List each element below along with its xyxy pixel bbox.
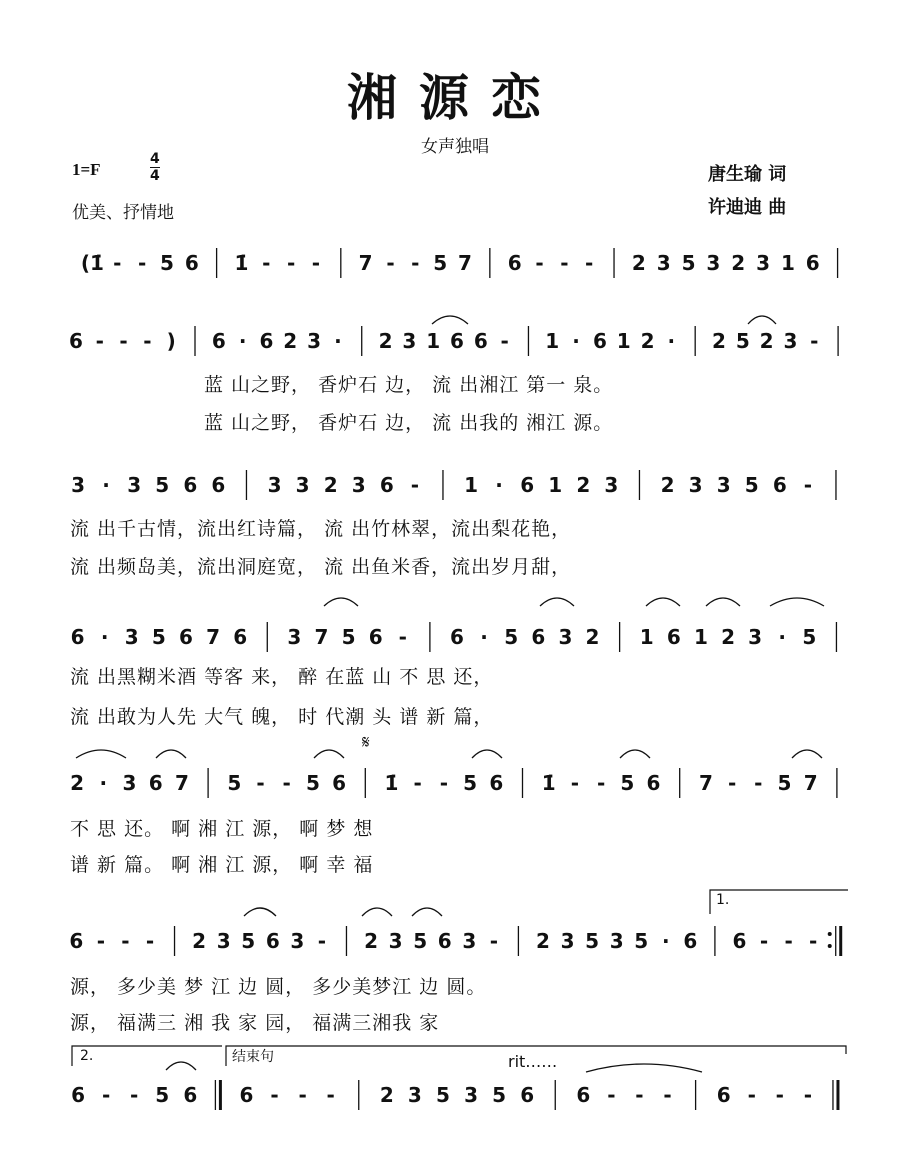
slur [76,750,126,758]
note: 5 [463,771,478,795]
note: 3 [464,1083,478,1107]
segno-sign: 𝄋 [362,732,370,753]
note: 6 [183,473,198,497]
note: 7 [458,251,472,275]
note: 5 [634,929,649,953]
note: - [607,1083,616,1107]
note: 3 [216,929,231,953]
note: · [334,329,342,353]
note: 5 [151,625,166,649]
note: 7 [358,251,373,275]
note: 6 [265,929,280,953]
note: 1̇ [234,251,249,275]
slur [472,750,502,758]
note: 5 [802,625,817,649]
slur [314,750,344,758]
note: 1 [548,473,563,497]
note: - [413,771,422,795]
note: 6 [179,625,193,649]
note: · [778,625,787,649]
note: 2 [721,625,735,649]
note: 7 [698,771,713,795]
note: 2 [576,473,591,497]
note: - [270,1083,279,1107]
slur [432,316,468,324]
slur [412,908,442,916]
notation-line-5 [0,746,910,816]
note: 5 [620,771,635,795]
note: 3 [604,473,619,497]
note: 5 [159,251,174,275]
note: - [747,1083,756,1107]
note: 3 [706,251,721,275]
note: 6 [507,251,522,275]
note: 7 [174,771,189,795]
note: 1 [780,251,795,275]
note: 1 [693,625,708,649]
note: 5 [777,771,792,795]
note: 2 [192,929,207,953]
note: · [102,473,110,497]
slur [646,598,680,606]
score-line-7 [0,1040,910,1160]
note: 6 [332,771,347,795]
slur [244,908,276,916]
song-subtitle: 女声独唱 [421,137,489,157]
note: 6 [68,329,83,353]
slur [362,908,392,916]
note: · [667,329,676,353]
note: - [803,473,813,497]
note: 6 [184,251,199,275]
note: 2 [660,473,675,497]
note: - [784,929,793,953]
note: 3 [560,929,575,953]
note: 2 [364,929,378,953]
note: · [572,329,580,353]
slur [324,598,358,606]
slur [770,598,824,606]
note: 5 [413,929,428,953]
note: - [113,251,122,275]
note: - [810,329,819,353]
tempo-marking: 优美、抒情地 [72,203,174,223]
note: 3 [558,625,573,649]
notation-line-7 [0,1040,910,1130]
note: 2 [378,329,393,353]
note: · [661,929,670,953]
note: - [411,251,420,275]
note: 5 [735,329,750,353]
note: 6 [772,473,787,497]
key-signature: 1=F [72,160,101,179]
note: 3 [756,251,771,275]
note: ) [166,329,176,353]
note: 5 [305,771,320,795]
song-title: 湘源恋 [347,69,563,127]
note: 3 [290,929,305,953]
lyric-verse2-line6: 源， 福满三 湘 我 家 园， 福满三湘我 家 [70,1012,440,1034]
score-line-6 [0,888,910,1034]
note: 6 [576,1083,591,1107]
note: 6 [732,929,747,953]
note: 6 [69,929,84,953]
note: 6 [646,771,661,795]
note: 3 [124,625,139,649]
slur [792,750,822,758]
note: 2 [536,929,550,953]
note: 6 [183,1083,198,1107]
note: 6 [71,1083,85,1107]
note: - [119,329,128,353]
note: - [560,251,569,275]
note: 5 [436,1083,450,1107]
note: · [238,329,247,353]
slur [156,750,186,758]
lyric-verse2-line3: 流 出频岛美，流出洞庭宽， 流 出鱼米香，流出岁月甜， [70,556,572,578]
note: 6 [473,329,488,353]
note: 6 [683,929,698,953]
volta-1-label: 1. [716,892,730,908]
note: 6 [666,625,681,649]
note: - [386,251,395,275]
note: 2 [640,329,655,353]
ritardando-mark: rit…… [508,1052,558,1071]
lyric-verse2-line2: 蓝 山之野， 香炉石 边， 流 出我的 湘江 源。 [204,412,614,434]
note: 3 [307,329,322,353]
note: 1̇ [541,771,556,795]
note: - [95,329,104,353]
note: 3 [71,473,85,497]
note: - [489,929,498,953]
note: - [101,1083,111,1107]
slur [540,598,574,606]
note: - [500,329,509,353]
note: 3 [609,929,624,953]
note: 6 [805,251,820,275]
note: 3 [351,473,366,497]
repeat-dot [828,932,832,936]
note: 2 [585,625,600,649]
note: 6 [450,625,464,649]
lyric-verse1-line6: 源， 多少美 梦 江 边 圆， 多少美梦江 边 圆。 [70,976,487,998]
note: - [282,771,291,795]
note: 6 [379,473,394,497]
note: - [663,1083,672,1107]
score-line-4 [0,604,910,734]
score-line-5 [0,732,910,876]
note: 2 [731,251,746,275]
note: 5 [433,251,448,275]
note: 1 [426,329,441,353]
note: 6 [148,771,163,795]
note: - [326,1083,335,1107]
notation-line-1 [0,238,910,308]
note: - [585,251,594,275]
note: · [100,625,109,649]
note: 1̇ [384,771,399,795]
note: 5 [241,929,256,953]
note: - [145,929,155,953]
note: 5 [227,771,242,795]
note: 6 [233,625,248,649]
note: - [754,771,763,795]
note: 1 [639,625,654,649]
note: 3 [287,625,302,649]
note: 5 [155,1083,170,1107]
note: 5 [585,929,600,953]
lyric-verse1-line3: 流 出千古情，流出红诗篇， 流 出竹林翠，流出梨花艳， [70,518,572,540]
lyric-verse2-line5: 谱 新 篇。 啊 湘 江 源， 啊 幸 福 [70,854,374,876]
note: - [410,473,420,497]
note: - [727,771,737,795]
note: - [635,1083,644,1107]
note: 3 [402,329,417,353]
note: - [262,251,271,275]
note: 3 [267,473,282,497]
note: 5 [681,251,696,275]
slur [586,1064,702,1072]
note: 3 [122,771,137,795]
note: 6 [211,473,226,497]
note: 2 [70,771,85,795]
note: - [803,1083,813,1107]
lyric-verse1-line4: 流 出黑糊米酒 等客 来， 醉 在蓝 山 不 思 还， [70,666,494,688]
note: 3 [688,473,703,497]
note: - [137,251,147,275]
score-line-2 [0,316,910,446]
note: 6 [437,929,452,953]
note: 5 [492,1083,507,1107]
note: 2 [283,329,298,353]
note: - [121,929,130,953]
note: 6 [70,625,85,649]
note: 3 [748,625,763,649]
note: · [480,625,488,649]
note: 3 [716,473,731,497]
slur [706,598,740,606]
composer-credit: 许迪迪 曲 [708,197,787,218]
note: (1̇ [80,251,104,275]
note: 2 [323,473,338,497]
note: - [311,251,321,275]
note: · [495,473,503,497]
note: 6 [450,329,464,353]
note: - [130,1083,139,1107]
note: 5 [341,625,356,649]
note: - [775,1083,784,1107]
note: 2 [379,1083,394,1107]
time-signature-top: 4 [150,151,160,167]
note: 7 [206,625,221,649]
note: - [570,771,580,795]
time-signature-bottom: 4 [150,168,160,184]
note: 3 [295,473,310,497]
lyric-verse1-line5: 不 思 还。 啊 湘 江 源， 啊 梦 想 [70,818,374,840]
note: 6 [259,329,274,353]
note: - [298,1083,307,1107]
note: 2 [631,251,646,275]
note: 6 [489,771,504,795]
note: - [317,929,327,953]
volta-2-label: 2. [80,1048,94,1064]
note: 3 [388,929,403,953]
lyric-verse2-line4: 流 出敢为人先 大气 魄， 时 代潮 头 谱 新 篇， [70,706,494,728]
note: - [286,251,296,275]
slur [620,750,650,758]
note: 6 [520,473,535,497]
note: 6 [368,625,383,649]
note: - [256,771,265,795]
lyricist-credit: 唐生瑜 词 [708,164,787,185]
slur [166,1062,196,1070]
score-line-3 [0,460,910,590]
note: 6 [239,1083,254,1107]
note: 3 [783,329,798,353]
note: 1 [464,473,478,497]
note: 2 [712,329,726,353]
note: 1 [545,329,560,353]
note: 3 [407,1083,422,1107]
time-signature [150,152,160,183]
note: 1 [616,329,631,353]
note: 5 [504,625,519,649]
note: - [439,771,449,795]
note: - [596,771,606,795]
note: 3 [656,251,671,275]
note: - [809,929,818,953]
volta-2-bracket [72,1046,222,1066]
note: - [535,251,544,275]
score-line-1 [0,238,910,318]
note: 2 [759,329,774,353]
note: 6 [716,1083,731,1107]
note: - [398,625,407,649]
note: - [96,929,105,953]
note: · [99,771,108,795]
notation-line-6 [0,888,910,978]
note: 5 [744,473,759,497]
note: - [143,329,152,353]
note: 6 [520,1083,535,1107]
note: 5 [155,473,170,497]
note: 7 [803,771,818,795]
note: 6 [592,329,607,353]
repeat-dot [828,944,832,948]
note: 7 [314,625,329,649]
note: - [759,929,769,953]
lyric-verse1-line2: 蓝 山之野， 香炉石 边， 流 出湘江 第一 泉。 [204,374,614,396]
note: 6 [531,625,546,649]
note: 6 [211,329,226,353]
volta-1-bracket [710,890,848,914]
ending-label: 结束句 [232,1049,274,1065]
note: 3 [462,929,477,953]
slur [748,316,776,324]
note: 3 [127,473,142,497]
